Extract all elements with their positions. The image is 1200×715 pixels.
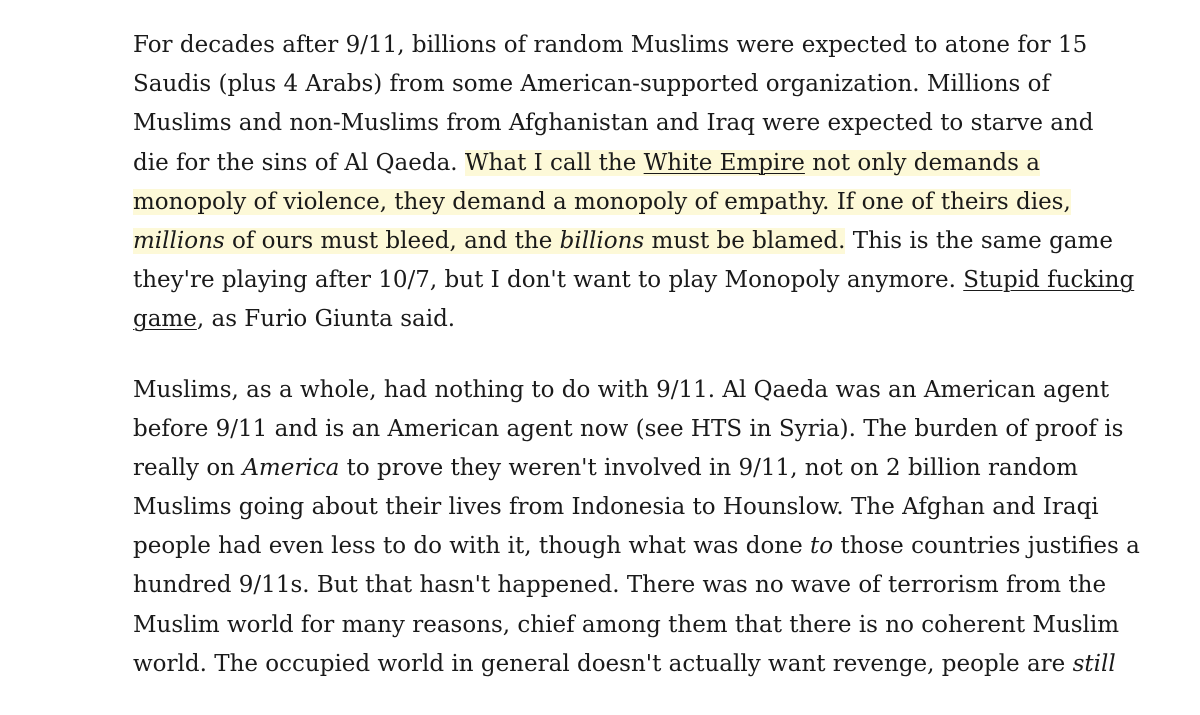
- paragraph-2: [133, 371, 1140, 685]
- white-empire-link[interactable]: White Empire: [643, 149, 805, 176]
- line-text: people had even less to do with it, though what was done: [133, 533, 811, 560]
- paragraph-line: [133, 566, 1133, 605]
- paragraph-line: [133, 410, 1133, 449]
- paragraph-line: [133, 300, 1133, 339]
- line-text: For decades after 9/11, billions of random Muslims were expected to atone for 15: [133, 32, 1088, 58]
- line-text: Muslims going about their lives from Indonesia to Hounslow. The Afghan and Iraqi: [133, 494, 1099, 521]
- paragraph-line: [133, 65, 1133, 104]
- line-text: those countries justifies a: [833, 533, 1140, 560]
- line-text: hundred 9/11s. But that hasn't happened. There was no wave of terrorism from the: [133, 572, 1107, 599]
- highlighted-text: [133, 228, 845, 254]
- line-text: die for the sins of Al Qaeda.: [133, 149, 465, 176]
- paragraph-line: [133, 104, 1133, 143]
- line-text: Saudis (plus 4 Arabs) from some American-supported organization. Millions of: [133, 71, 1051, 98]
- line-text: , as Furio Giunta said.: [196, 306, 456, 333]
- line-text: must be blamed.: [644, 227, 846, 254]
- emphasis-text: millions: [133, 227, 225, 254]
- line-text: of ours must bleed, and the: [224, 227, 560, 254]
- emphasis-text: to: [810, 533, 834, 560]
- line-text: Muslim world for many reasons, chief among them that there is no coherent Muslim: [133, 611, 1120, 638]
- line-text: really on: [133, 454, 243, 481]
- paragraph-line: [133, 183, 1133, 222]
- line-text: This is the same game: [845, 227, 1113, 254]
- stupid-fucking-game-link-cont[interactable]: game: [133, 306, 197, 333]
- paragraph-line: [133, 449, 1133, 488]
- line-text: to prove they weren't involved in 9/11, not on 2 billion random: [339, 454, 1078, 481]
- highlighted-text: [465, 150, 1040, 176]
- paragraph-line: [133, 645, 1133, 684]
- line-text: Muslims and non-Muslims from Afghanistan and Iraq were expected to starve and: [133, 110, 1094, 137]
- stupid-fucking-game-link[interactable]: Stupid fucking: [963, 267, 1135, 294]
- paragraph-line: [133, 261, 1133, 300]
- article-body: [133, 26, 1140, 715]
- line-text: not only demands a: [804, 149, 1040, 176]
- paragraph-line: [133, 527, 1140, 566]
- line-text: What I call the: [464, 149, 644, 176]
- line-text: they're playing after 10/7, but I don't want to play Monopoly anymore.: [133, 267, 964, 294]
- emphasis-text: America: [242, 454, 340, 481]
- paragraph-line: [133, 26, 1133, 65]
- paragraph-line: [133, 371, 1133, 410]
- paragraph-1: [133, 26, 1133, 340]
- highlighted-text: monopoly of violence, they demand a monopoly of empathy. If one of theirs dies,: [133, 188, 1071, 215]
- paragraph-line: [133, 144, 1133, 183]
- line-text: before 9/11 and is an American agent now (see HTS in Syria). The burden of proof is: [133, 415, 1124, 442]
- paragraph-line: [133, 606, 1133, 645]
- emphasis-text: billions: [559, 227, 645, 254]
- paragraph-line: [133, 222, 1133, 261]
- emphasis-text: still: [1072, 650, 1116, 677]
- paragraph-line: [133, 488, 1133, 527]
- line-text: world. The occupied world in general doesn't actually want revenge, people are: [133, 650, 1073, 677]
- line-text: Muslims, as a whole, had nothing to do with 9/11. Al Qaeda was an American agent: [133, 376, 1110, 403]
